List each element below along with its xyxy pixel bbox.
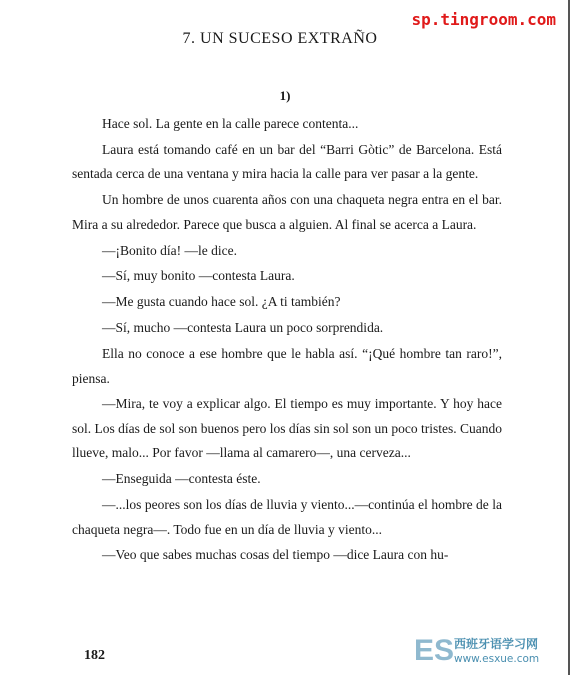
- paragraph: Ella no conoce a ese hombre que le habla así. “¡Qué hombre tan raro!”, piensa.: [72, 346, 502, 386]
- paragraph: Un hombre de unos cuarenta años con una chaqueta negra entra en el bar. Mira a su alrededor. Parece que busca a alguien. Al final se acerca a Laura.: [72, 192, 502, 232]
- dialogue-line: —Sí, muy bonito —contesta Laura.: [102, 268, 295, 284]
- page-number: 182: [84, 648, 105, 663]
- dialogue-line: —¡Bonito día! —le dice.: [102, 242, 237, 258]
- paragraph: Laura está tomando café en un bar del “Barri Gòtic” de Barcelona. Está sentada cerca de una ventana y mira hacia la calle para ver pasar a la gente.: [72, 141, 502, 182]
- section-label: 1): [279, 88, 291, 103]
- dialogue-line: —...los peores son los días de lluvia y viento...—continúa el hombre de la chaqueta negra—. Todo fue en un día de lluvia y viento...: [72, 497, 502, 537]
- logo-name: 西班牙语学习网: [454, 637, 539, 651]
- dialogue-line: —Mira, te voy a explicar algo. El tiempo es muy importante. Y hoy hace sol. Los días de sol son buenos pero los días sin sol son un poco tristes. Cuando llueve, malo... Por favor —llama al camarero—, una cerveza...: [72, 396, 502, 461]
- logo-url: www.esxue.com: [454, 653, 540, 665]
- paragraph: Hace sol. La gente en la calle parece contenta...: [102, 116, 359, 131]
- body-text: [72, 112, 502, 569]
- logo-mark: ES: [414, 634, 455, 667]
- site-logo: [414, 633, 562, 673]
- dialogue-line: —Sí, mucho —contesta Laura un poco sorprendida.: [102, 320, 384, 336]
- watermark-url: sp.tingroom.com: [411, 10, 556, 29]
- chapter-title: 7. UN SUCESO EXTRAÑO: [182, 30, 378, 47]
- dialogue-line: —Enseguida —contesta éste.: [102, 471, 261, 487]
- dialogue-line: —Me gusta cuando hace sol. ¿A ti también?: [102, 294, 341, 310]
- dialogue-line: —Veo que sabes muchas cosas del tiempo —dice Laura con hu-: [102, 547, 449, 563]
